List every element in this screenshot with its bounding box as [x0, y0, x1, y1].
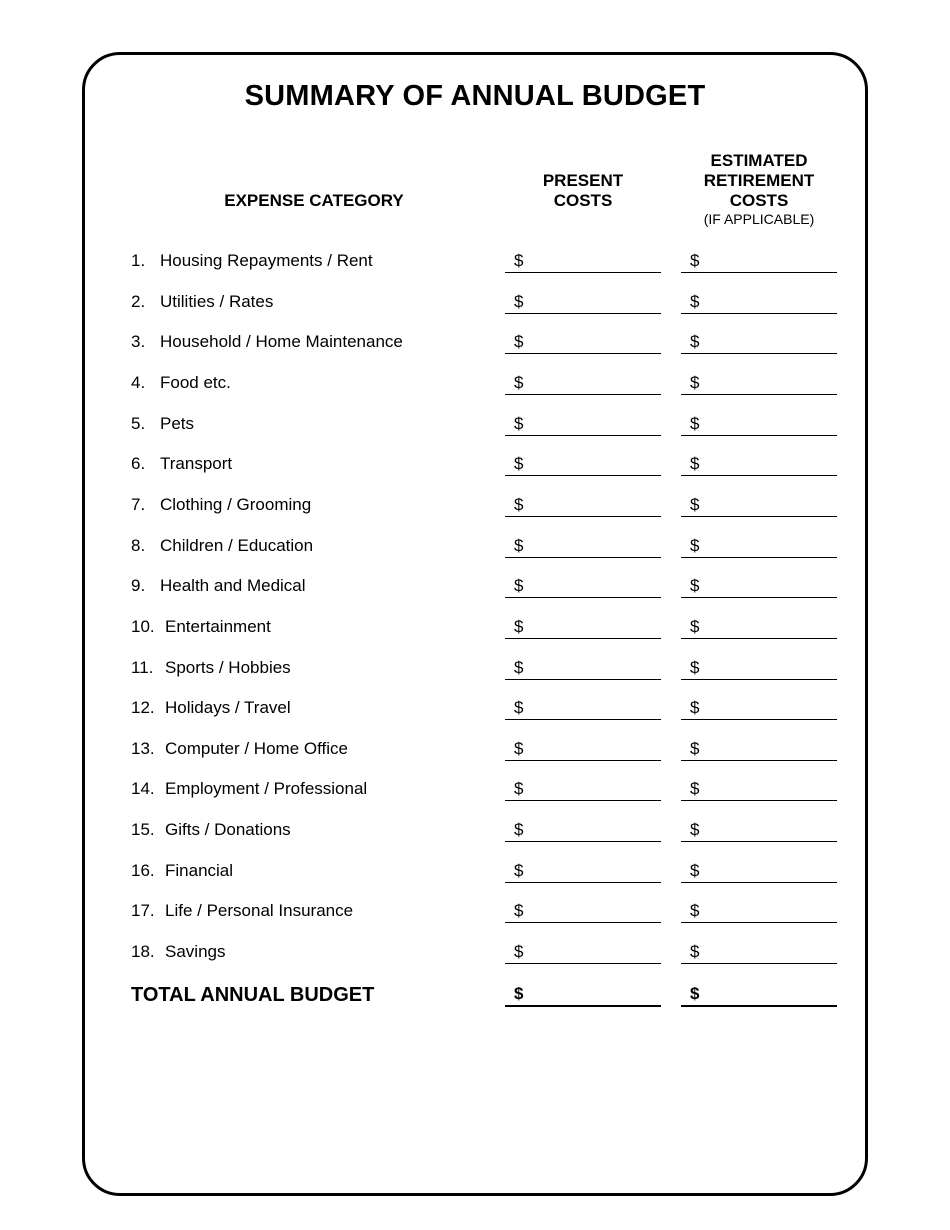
- present-cost-field[interactable]: [505, 413, 661, 436]
- retirement-cost-field[interactable]: [681, 250, 837, 273]
- dollar-sign: $: [690, 617, 700, 636]
- dollar-sign: $: [514, 658, 524, 677]
- form-title: SUMMARY OF ANNUAL BUDGET: [244, 80, 706, 112]
- expense-number: 4.: [131, 373, 146, 392]
- expense-label: [131, 941, 225, 963]
- expense-name: Children / Education: [160, 536, 314, 555]
- expense-name: Food etc.: [160, 373, 231, 392]
- total-present-field[interactable]: [505, 983, 661, 1007]
- dollar-sign: $: [690, 414, 700, 433]
- retirement-cost-field[interactable]: [681, 697, 837, 720]
- present-cost-field[interactable]: [505, 494, 661, 517]
- dollar-sign: $: [514, 779, 524, 798]
- expense-label: [131, 778, 367, 800]
- expense-name: Pets: [160, 414, 195, 433]
- expense-name: Financial: [165, 861, 234, 880]
- dollar-sign: $: [514, 292, 524, 311]
- dollar-sign: $: [690, 373, 700, 392]
- expense-name: Gifts / Donations: [165, 820, 291, 839]
- retirement-cost-field[interactable]: [681, 616, 837, 639]
- expense-label: [131, 535, 313, 557]
- total-present-dollar-sign: $: [514, 984, 524, 1003]
- present-costs-header-line1: PRESENT: [542, 171, 624, 190]
- dollar-sign: $: [690, 698, 700, 717]
- present-cost-field[interactable]: [505, 860, 661, 883]
- expense-name: Sports / Hobbies: [165, 658, 291, 677]
- present-cost-field[interactable]: [505, 697, 661, 720]
- retirement-cost-field[interactable]: [681, 819, 837, 842]
- expense-number: 13.: [131, 739, 155, 758]
- expense-number: 11.: [131, 658, 154, 677]
- retirement-cost-field[interactable]: [681, 535, 837, 558]
- expense-label: [131, 453, 232, 475]
- expense-name: Computer / Home Office: [165, 739, 348, 758]
- dollar-sign: $: [514, 454, 524, 473]
- dollar-sign: $: [690, 861, 700, 880]
- expense-label: [131, 819, 291, 841]
- dollar-sign: $: [514, 373, 524, 392]
- dollar-sign: $: [514, 901, 524, 920]
- total-retirement-field[interactable]: [681, 983, 837, 1007]
- dollar-sign: $: [690, 779, 700, 798]
- present-cost-field[interactable]: [505, 372, 661, 395]
- expense-number: 10.: [131, 617, 155, 636]
- expense-number: 7.: [131, 495, 146, 514]
- expense-number: 16.: [131, 861, 155, 880]
- present-cost-field[interactable]: [505, 657, 661, 680]
- expense-label: [131, 616, 271, 638]
- retirement-cost-field[interactable]: [681, 413, 837, 436]
- expense-label: [131, 291, 273, 313]
- expense-number: 1.: [131, 251, 146, 270]
- expense-label: [131, 657, 291, 679]
- dollar-sign: $: [690, 820, 700, 839]
- present-cost-field[interactable]: [505, 616, 661, 639]
- dollar-sign: $: [690, 942, 700, 961]
- retirement-cost-field[interactable]: [681, 291, 837, 314]
- expense-name: Health and Medical: [160, 576, 306, 595]
- dollar-sign: $: [514, 576, 524, 595]
- expense-name: Housing Repayments / Rent: [160, 251, 373, 270]
- present-cost-field[interactable]: [505, 778, 661, 801]
- expense-number: 2.: [131, 292, 146, 311]
- expense-name: Clothing / Grooming: [160, 495, 312, 514]
- dollar-sign: $: [690, 536, 700, 555]
- dollar-sign: $: [690, 454, 700, 473]
- expense-label: [131, 494, 311, 516]
- dollar-sign: $: [514, 698, 524, 717]
- dollar-sign: $: [690, 332, 700, 351]
- dollar-sign: $: [690, 495, 700, 514]
- retirement-cost-field[interactable]: [681, 657, 837, 680]
- retirement-costs-header-line1: ESTIMATED: [710, 151, 808, 170]
- dollar-sign: $: [514, 495, 524, 514]
- retirement-cost-field[interactable]: [681, 372, 837, 395]
- retirement-costs-header: [680, 151, 838, 228]
- dollar-sign: $: [514, 332, 524, 351]
- expense-name: Transport: [160, 454, 233, 473]
- retirement-cost-field[interactable]: [681, 453, 837, 476]
- present-cost-field[interactable]: [505, 575, 661, 598]
- expense-label: [131, 575, 306, 597]
- present-cost-field[interactable]: [505, 331, 661, 354]
- dollar-sign: $: [514, 942, 524, 961]
- present-cost-field[interactable]: [505, 535, 661, 558]
- retirement-cost-field[interactable]: [681, 941, 837, 964]
- present-cost-field[interactable]: [505, 900, 661, 923]
- dollar-sign: $: [690, 658, 700, 677]
- present-costs-header: [505, 171, 661, 211]
- expense-number: 12.: [131, 698, 155, 717]
- present-cost-field[interactable]: [505, 819, 661, 842]
- expense-label: [131, 900, 353, 922]
- retirement-cost-field[interactable]: [681, 575, 837, 598]
- expense-name: Utilities / Rates: [160, 292, 274, 311]
- expense-label: [131, 331, 403, 353]
- dollar-sign: $: [690, 576, 700, 595]
- retirement-cost-field[interactable]: [681, 900, 837, 923]
- dollar-sign: $: [690, 251, 700, 270]
- retirement-cost-field[interactable]: [681, 494, 837, 517]
- dollar-sign: $: [514, 251, 524, 270]
- expense-name: Savings: [165, 942, 226, 961]
- expense-number: 18.: [131, 942, 155, 961]
- present-cost-field[interactable]: [505, 291, 661, 314]
- expense-name: Life / Personal Insurance: [165, 901, 354, 920]
- retirement-costs-header-line3: COSTS: [729, 191, 789, 210]
- expense-label: [131, 697, 291, 719]
- expense-number: 3.: [131, 332, 146, 351]
- expense-label: [131, 738, 348, 760]
- expense-name: Employment / Professional: [165, 779, 368, 798]
- expense-number: 15.: [131, 820, 155, 839]
- expense-number: 9.: [131, 576, 146, 595]
- expense-number: 8.: [131, 536, 146, 555]
- expense-name: Household / Home Maintenance: [160, 332, 403, 351]
- expense-label: [131, 250, 373, 272]
- present-cost-field[interactable]: [505, 738, 661, 761]
- expense-number: 14.: [131, 779, 155, 798]
- expense-number: 17.: [131, 901, 155, 920]
- dollar-sign: $: [514, 861, 524, 880]
- expense-category-header: EXPENSE CATEGORY: [224, 191, 404, 210]
- present-costs-header-line2: COSTS: [553, 191, 613, 210]
- present-cost-field[interactable]: [505, 941, 661, 964]
- dollar-sign: $: [690, 739, 700, 758]
- dollar-sign: $: [514, 820, 524, 839]
- expense-name: Holidays / Travel: [165, 698, 291, 717]
- if-applicable-note: (IF APPLICABLE): [703, 211, 815, 227]
- retirement-cost-field[interactable]: [681, 738, 837, 761]
- total-annual-budget-label: TOTAL ANNUAL BUDGET: [131, 984, 375, 1006]
- total-retirement-dollar-sign: $: [690, 984, 700, 1003]
- dollar-sign: $: [690, 292, 700, 311]
- dollar-sign: $: [514, 536, 524, 555]
- dollar-sign: $: [514, 414, 524, 433]
- expense-label: [131, 413, 194, 435]
- retirement-cost-field[interactable]: [681, 778, 837, 801]
- expense-number: 5.: [131, 414, 146, 433]
- retirement-cost-field[interactable]: [681, 331, 837, 354]
- dollar-sign: $: [514, 617, 524, 636]
- retirement-costs-header-line2: RETIREMENT: [703, 171, 815, 190]
- dollar-sign: $: [690, 901, 700, 920]
- present-cost-field[interactable]: [505, 453, 661, 476]
- retirement-cost-field[interactable]: [681, 860, 837, 883]
- expense-label: [131, 372, 231, 394]
- expense-number: 6.: [131, 454, 146, 473]
- expense-name: Entertainment: [165, 617, 271, 636]
- present-cost-field[interactable]: [505, 250, 661, 273]
- dollar-sign: $: [514, 739, 524, 758]
- expense-label: [131, 860, 233, 882]
